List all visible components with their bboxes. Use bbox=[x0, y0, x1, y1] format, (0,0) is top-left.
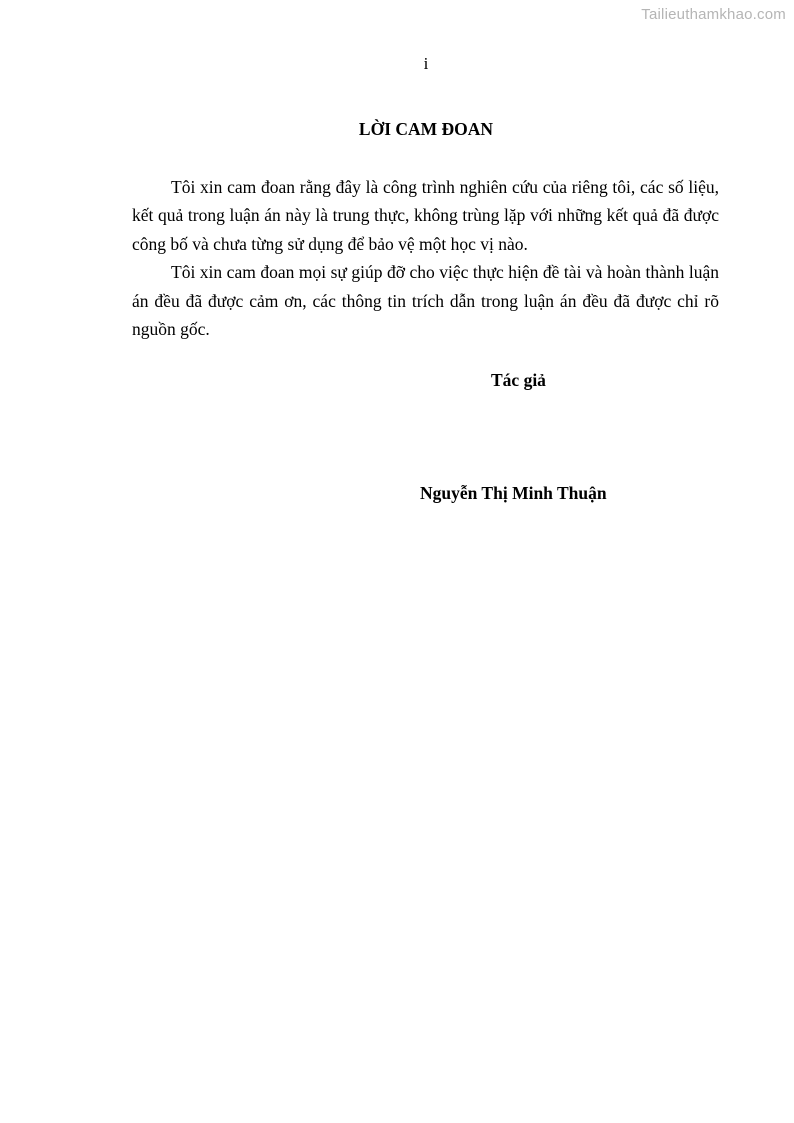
author-name: Nguyễn Thị Minh Thuận bbox=[420, 483, 607, 503]
declaration-paragraph-2: Tôi xin cam đoan mọi sự giúp đỡ cho việc thực hiện đề tài và hoàn thành luận án đều đã được cảm ơn, các thông tin trích dẫn trong luận án đều đã được chỉ rõ nguồn gốc. bbox=[132, 262, 719, 340]
declaration-body bbox=[132, 173, 719, 343]
declaration-paragraph-1: Tôi xin cam đoan rằng đây là công trình nghiên cứu của riêng tôi, các số liệu, kết quả trong luận án này là trung thực, không trùng lặp với những kết quả đã được công bố và chưa từng sử dụng để bảo vệ một học vị nào. bbox=[132, 177, 719, 254]
page-number: i bbox=[423, 54, 429, 73]
author-label: Tác giả bbox=[491, 370, 546, 390]
watermark-text: Tailieuthamkhao.com bbox=[641, 6, 786, 23]
page-title: LỜI CAM ĐOAN bbox=[358, 119, 494, 139]
